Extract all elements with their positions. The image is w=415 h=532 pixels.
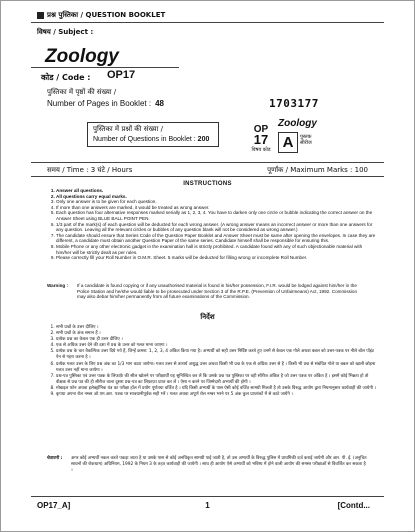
subject-label: विषय / Subject : <box>37 28 94 36</box>
marks-info: पूर्णांक / Maximum Marks : 100 <box>267 166 368 174</box>
instruction-item: 8. Mobile Phone or any other electronic gadget in the examination hall is strictly prohibited. A candidate found with any of such objectionable material with him/her will be strictly dealt as per rules. <box>56 244 378 255</box>
divider <box>31 162 384 163</box>
hindi-instruction-item: 8. मोबाइल फोन अथवा इलेक्ट्रॉनिक यंत्र का परीक्षा हॉल में प्रयोग पूर्णतया वर्जित है । यदि किसी अभ्यर्थी के पास ऐसी कोई वर्जित सामग्री मिलती है तो उसके विरुद्ध आयोग द्वारा नियमानुसार कार्यवाही की जायेगी । <box>56 386 378 392</box>
instruction-item: 3. Only one answer is to be given for each question. <box>56 199 378 205</box>
subject-name: Zoology <box>45 46 119 67</box>
instruction-item: 6. 1/3 part of the mark(s) of each question will be deducted for each wrong answer. (A wrong answer means an incorrect answer or more than one answers for any question. Leaving all the relevant circles or bubbles of any question blank will not be considered as wrong answer.) <box>56 222 378 233</box>
pages-row <box>47 99 164 108</box>
hindi-instruction-item: 5. प्रत्येक प्रश्न के चार वैकल्पिक उत्तर दिये गये हैं, जिन्हें क्रमश: 1, 2, 3, 4 अंकित किया गया है। अभ्यर्थी को सही उत्तर निर्दिष्ट करते हुए उनमें से केवल एक गोले अथवा बबल को उत्तर-पत्रक पर नीले बॉल पॉइंट पेन से गहरा करना है । <box>56 349 378 361</box>
divider <box>31 22 384 23</box>
series-label <box>300 134 312 146</box>
instruction-item: 7. The candidate should ensure that Series Code of the Question Paper Booklet and Answer Sheet must be same after opening the envelopes. In case they are different, a candidate must obtain another Question Paper of the same series. Candidate himself shall be responsible for ensuring this. <box>56 233 378 244</box>
series-block <box>251 117 331 159</box>
warning-label: Warning : <box>47 283 69 288</box>
questions-count-box <box>87 122 219 147</box>
subject-code-stamp <box>251 125 271 155</box>
questions-label: Number of Questions in Booklet : <box>93 136 196 143</box>
subject-underline <box>31 67 179 68</box>
code-label: कोड / Code : <box>41 73 91 82</box>
hindi-warning-label: चेतावनी : <box>47 456 63 461</box>
pages-count: 48 <box>155 99 164 108</box>
hindi-warning-block <box>47 456 369 474</box>
hindi-instruction-item: 1. सभी प्रश्नों के उत्तर दीजिए । <box>56 325 378 331</box>
questions-row <box>93 136 213 143</box>
instructions-list <box>47 188 378 261</box>
instruction-item: 9. Please correctly fill your Roll Number in O.M.R. Sheet. 5 marks will be deducted for filling wrong or incomplete Roll Number. <box>56 255 378 261</box>
hindi-instruction-item: 9. कृपया अपना रोल नम्बर ओ.एम.आर. पत्रक पर सावधानीपूर्वक सही भरें । गलत अथवा अपूर्ण रोल नम्बर भरने पर 5 अंक कुल प्राप्तांकों में से काटे जायेंगे । <box>56 392 378 398</box>
series-subject: Zoology <box>278 118 317 129</box>
time-info: समय / Time : 3 घंटे / Hours <box>47 166 133 174</box>
code-number: 17 <box>253 132 269 147</box>
instruction-item: 5. Each question has four alternative responses marked serially as 1, 2, 3, 4. You have to darken only one circle or bubble indicating the correct answer on the Answer Sheet using BLUE BALL POINT PEN. <box>56 210 378 221</box>
footer-code: OP17_A] <box>37 501 71 510</box>
series-label-line2: सीरीज <box>300 140 312 146</box>
instruction-item: 1. Answer all questions. <box>56 188 378 194</box>
warning-text: If a candidate is found copying or if any unauthorised material is found in his/her possession, F.I.R. would be lodged against him/her in the Police Station and he/she would liable to be prosecuted under Section 3 of the R.P.E. (Prevention of Unfairmeans) Act, 1992. Commission may also debar him/her permanently from all future examinations of the Commission. <box>77 283 358 300</box>
warning-block <box>47 283 369 300</box>
code-prefix: OP <box>253 124 269 135</box>
divider <box>31 176 384 177</box>
hindi-instruction-item: 6. प्रत्येक गलत उत्तर के लिए प्रश्न अंक का 1/3 भाग काटा जायेगा। गलत उत्तर से तात्पर्य अशुद्ध उत्तर अथवा किसी भी प्रश्न के एक से अधिक उत्तर से है । किसी भी प्रश्न से संबंधित गोले या बबल को खाली छोड़ना गलत उत्तर नहीं माना जायेगा । <box>56 362 378 374</box>
instruction-item: 4. If more than one answers are marked, it would be treated as wrong answer. <box>56 205 378 211</box>
continued-label: [Contd... <box>337 501 370 510</box>
booklet-header <box>37 11 165 20</box>
hindi-instructions-list <box>47 325 378 398</box>
hindi-instructions-title: निर्देश <box>200 313 215 321</box>
square-bullet-icon <box>37 12 44 19</box>
series-letter: A <box>278 132 298 153</box>
questions-label-hindi: पुस्तिका में प्रश्नों की संख्या / <box>93 125 163 133</box>
hindi-instruction-item: 3. प्रत्येक प्रश्न का केवल एक ही उत्तर दीजिए । <box>56 337 378 343</box>
questions-count: 200 <box>197 136 210 143</box>
instruction-item: 2. All questions carry equal marks. <box>56 194 378 200</box>
footer-divider <box>31 496 384 497</box>
hindi-warning-text: अगर कोई अभ्यर्थी नकल करते पकड़ा जाता है या उसके पास से कोई अनधिकृत सामग्री पाई जाती है, तो उस अभ्यर्थी के विरुद्ध पुलिस में प्राथमिकी दर्ज कराई जायेगी और आर. पी. ई. (अनुचित साधनों की रोकथाम) अधिनियम, 1992 के नियम 3 के तहत कार्यवाही की जायेगी । साथ ही आयोग ऐसे अभ्यर्थी को भविष्य में होने वाली आयोग की समस्त परीक्षाओं से विवर्जित कर सकता है । <box>71 456 367 473</box>
series-label-line1: पुस्तक <box>300 134 312 140</box>
pages-label: Number of Pages in Booklet : <box>47 99 152 108</box>
code-suffix: विषय कोड <box>251 147 271 153</box>
hindi-instruction-item: 7. प्रश्न-पत्र पुस्तिका एवं उत्तर पत्रक के लिफ़ाफ़े की सील खोलने पर परीक्षार्थी यह सुनिश्चित कर लें कि उसके प्रश्न पत्र पुस्तिका पर वही सीरीज अंकित है जो उत्तर पत्रक पर अंकित है । इसमें कोई भिन्नता हो तो वीक्षक से प्रश्न पत्र की ही सीरीज वाला दूसरा प्रश्न-पत्र का लिफ़ाफ़ा प्राप्त कर लें । ऐसा न करने पर जिम्मेदारी अभ्यर्थी की होगी । <box>56 374 378 386</box>
hindi-instruction-item: 2. सभी प्रश्नों के अंक समान हैं । <box>56 331 378 337</box>
page-number: 1 <box>205 501 210 510</box>
pages-label-hindi: पुस्तिका में पृष्ठों की संख्या / <box>47 88 117 96</box>
code-value: OP17 <box>107 69 136 81</box>
instructions-title: INSTRUCTIONS <box>183 181 232 187</box>
booklet-label: प्रश्न पुस्तिका / QUESTION BOOKLET <box>47 11 166 19</box>
hindi-instruction-item: 4. एक से अधिक उत्तर देने की दशा में प्रश्न के उत्तर को गलत माना जाएगा । <box>56 343 378 349</box>
serial-number: 1703177 <box>269 97 319 110</box>
